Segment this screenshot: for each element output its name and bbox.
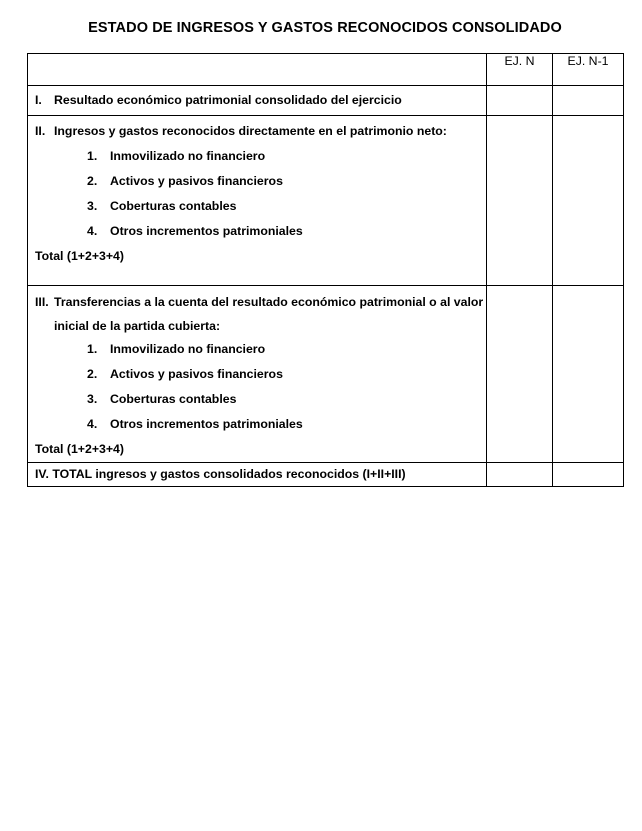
item-label: Coberturas contables [110,392,237,406]
section-iii-current-value [487,286,553,463]
document-title: ESTADO DE INGRESOS Y GASTOS RECONOCIDOS CONSOLIDADO [88,20,562,36]
section-iii-label-line1: Transferencias a la cuenta del resultado económico patrimonial o al valor [54,295,484,309]
section-ii-total-label: Total (1+2+3+4) [35,249,124,263]
section-iv-previous-value [553,463,624,487]
section-ii-current-value [487,116,553,286]
section-iii-label-cell [28,286,487,463]
section-iii-previous-value [553,286,624,463]
section-ii-label: Ingresos y gastos reconocidos directamente en el patrimonio neto: [54,124,447,138]
item-label: Inmovilizado no financiero [110,149,266,163]
section-i-label-cell [28,86,487,116]
item-label: Activos y pasivos financieros [110,367,283,381]
section-iv-label: IV. TOTAL ingresos y gastos consolidados reconocidos (I+II+III) [35,467,406,481]
section-iii-item [28,387,486,412]
section-ii-previous-value [553,116,624,286]
section-iii-item [28,412,486,437]
section-iv-row [28,463,624,487]
item-label: Inmovilizado no financiero [110,342,266,356]
item-number: 2. [87,367,98,381]
table-header-row [28,54,624,86]
section-iv-label-cell [28,463,487,487]
item-number: 2. [87,174,98,188]
section-ii-item [28,194,486,219]
section-ii-item [28,219,486,244]
section-i-previous-value [553,86,624,116]
item-label: Otros incrementos patrimoniales [110,417,303,431]
item-label: Coberturas contables [110,199,237,213]
item-label: Activos y pasivos financieros [110,174,283,188]
statement-table [27,53,624,487]
header-label-cell [28,54,487,86]
section-iii-total-label: Total (1+2+3+4) [35,442,124,456]
column-header-previous-year: EJ. N-1 [553,54,624,86]
section-ii-row [28,116,624,286]
section-i-label: Resultado económico patrimonial consolidado del ejercicio [54,93,402,107]
section-iv-current-value [487,463,553,487]
section-iii-number: III. [35,295,49,309]
item-number: 1. [87,342,98,356]
section-ii-item [28,169,486,194]
item-number: 1. [87,149,98,163]
section-iii-item [28,337,486,362]
section-i-row [28,86,624,116]
item-number: 3. [87,392,98,406]
column-header-current-year: EJ. N [487,54,553,86]
section-iii-row [28,286,624,463]
item-label: Otros incrementos patrimoniales [110,224,303,238]
section-i-number: I. [35,93,42,107]
section-ii-number: II. [35,124,46,138]
section-iii-item [28,362,486,387]
item-number: 4. [87,417,98,431]
section-ii-item [28,144,486,169]
section-iii-label-line2: inicial de la partida cubierta: [54,319,221,333]
item-number: 4. [87,224,98,238]
item-number: 3. [87,199,98,213]
section-ii-label-cell [28,116,487,286]
section-i-current-value [487,86,553,116]
